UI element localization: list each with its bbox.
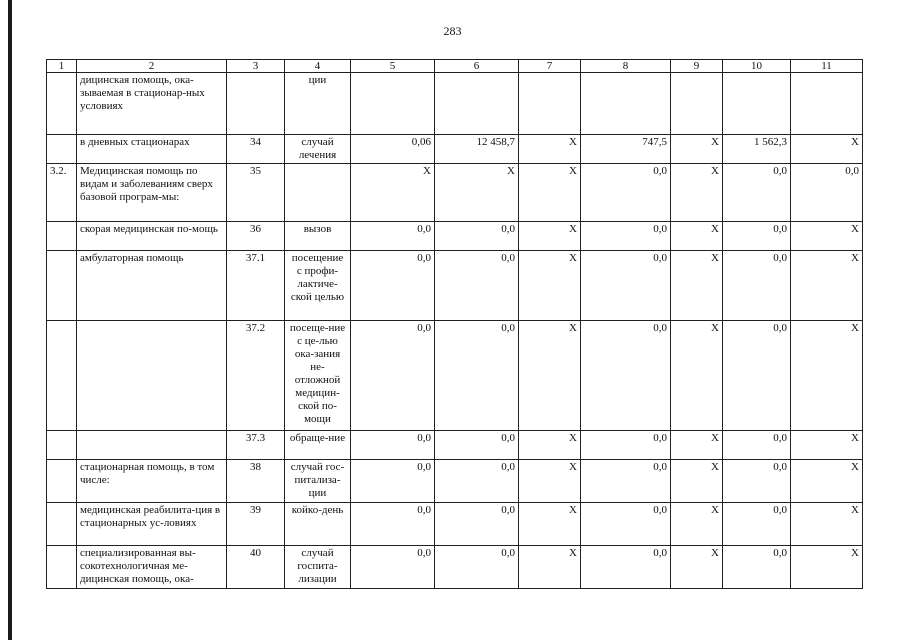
table-cell: 0,0	[581, 164, 671, 222]
table-cell	[47, 431, 77, 460]
table-cell: Х	[791, 431, 863, 460]
table-cell: Х	[519, 251, 581, 321]
table-cell	[77, 431, 227, 460]
table-cell	[723, 73, 791, 135]
table-cell: 0,0	[581, 460, 671, 503]
header-cell: 10	[723, 60, 791, 73]
table-cell: посещение с профи-лактиче-ской целью	[285, 251, 351, 321]
table-cell: 0,0	[435, 546, 519, 589]
table-cell: Медицинская помощь по видам и заболеваниям сверх базовой програм-мы:	[77, 164, 227, 222]
table-cell	[435, 73, 519, 135]
table-cell: Х	[791, 460, 863, 503]
header-cell: 4	[285, 60, 351, 73]
table-cell: Х	[671, 222, 723, 251]
table-cell: Х	[791, 135, 863, 164]
table-cell: посеще-ние с це-лью ока-зания не-отложной медицин-ской по-мощи	[285, 321, 351, 431]
table-row	[47, 164, 863, 222]
scan-edge	[8, 0, 12, 640]
table-cell	[47, 73, 77, 135]
table-cell: 0,0	[581, 503, 671, 546]
table-cell: 0,0	[351, 431, 435, 460]
table-cell: Х	[671, 503, 723, 546]
table-cell: Х	[435, 164, 519, 222]
table-cell: 0,0	[723, 164, 791, 222]
table-cell: 0,0	[435, 431, 519, 460]
table-cell: случай лечения	[285, 135, 351, 164]
table-cell: Х	[671, 460, 723, 503]
table-cell: Х	[791, 321, 863, 431]
table-cell	[791, 73, 863, 135]
table-cell: 0,0	[791, 164, 863, 222]
table-cell: Х	[519, 222, 581, 251]
table-cell	[671, 73, 723, 135]
table-cell: специализированная вы-сокотехнологичная ме-дицинская помощь, ока-	[77, 546, 227, 589]
table-cell: случай гос-питализа-ции	[285, 460, 351, 503]
table-cell: 0,0	[723, 431, 791, 460]
table-cell: вызов	[285, 222, 351, 251]
header-cell: 2	[77, 60, 227, 73]
table-cell: Х	[671, 164, 723, 222]
table-cell: 0,0	[351, 503, 435, 546]
table-cell: Х	[519, 321, 581, 431]
table-cell	[351, 73, 435, 135]
table-cell: обраще-ние	[285, 431, 351, 460]
table-cell: 37.1	[227, 251, 285, 321]
table-cell: Х	[791, 546, 863, 589]
table-row	[47, 460, 863, 503]
table-cell: 1 562,3	[723, 135, 791, 164]
table-row	[47, 135, 863, 164]
table-cell: Х	[671, 251, 723, 321]
table-cell: 0,0	[351, 460, 435, 503]
table-cell: 0,0	[581, 222, 671, 251]
table-cell: скорая медицинская по-мощь	[77, 222, 227, 251]
table-cell: 0,0	[723, 222, 791, 251]
table-cell: Х	[791, 251, 863, 321]
table-cell	[227, 73, 285, 135]
table-cell	[47, 321, 77, 431]
table-cell: 0,0	[351, 222, 435, 251]
table-cell: 12 458,7	[435, 135, 519, 164]
table-cell: 0,0	[435, 321, 519, 431]
header-cell: 3	[227, 60, 285, 73]
table-cell: 37.2	[227, 321, 285, 431]
table-cell: Х	[671, 321, 723, 431]
table-cell	[581, 73, 671, 135]
table-cell: дицинская помощь, ока-зываемая в стационар-ных условиях	[77, 73, 227, 135]
table-cell: 0,0	[435, 460, 519, 503]
data-table	[46, 59, 863, 589]
table-cell: Х	[671, 431, 723, 460]
table-cell	[47, 251, 77, 321]
table-cell: 0,0	[723, 546, 791, 589]
table-row	[47, 251, 863, 321]
table-cell: 0,06	[351, 135, 435, 164]
table-cell	[47, 503, 77, 546]
page-number: 283	[443, 24, 462, 38]
table-cell: Х	[519, 503, 581, 546]
table-cell	[47, 546, 77, 589]
header-cell: 6	[435, 60, 519, 73]
table-cell: 0,0	[351, 251, 435, 321]
header-cell: 9	[671, 60, 723, 73]
table-cell: 0,0	[723, 321, 791, 431]
table-cell: ции	[285, 73, 351, 135]
table-cell: стационарная помощь, в том числе:	[77, 460, 227, 503]
table-cell: 36	[227, 222, 285, 251]
table-cell: случай госпита-лизации	[285, 546, 351, 589]
table-cell: 747,5	[581, 135, 671, 164]
table-cell: Х	[519, 135, 581, 164]
table-cell: Х	[791, 222, 863, 251]
table-cell	[285, 164, 351, 222]
table-cell: 0,0	[435, 222, 519, 251]
table-cell: 37.3	[227, 431, 285, 460]
table-cell: 0,0	[581, 431, 671, 460]
table-cell: 0,0	[435, 251, 519, 321]
table-cell: койко-день	[285, 503, 351, 546]
header-row	[47, 60, 863, 73]
table-cell: 0,0	[581, 321, 671, 431]
header-cell: 5	[351, 60, 435, 73]
table-cell: Х	[519, 546, 581, 589]
table-row	[47, 503, 863, 546]
table-cell	[77, 321, 227, 431]
table-cell: 0,0	[723, 503, 791, 546]
table-cell: 34	[227, 135, 285, 164]
table-cell	[47, 460, 77, 503]
table-row	[47, 321, 863, 431]
table-row	[47, 73, 863, 135]
table-cell: 0,0	[351, 546, 435, 589]
table-cell: Х	[671, 546, 723, 589]
table-cell: Х	[519, 164, 581, 222]
header-cell: 11	[791, 60, 863, 73]
table-cell: Х	[519, 431, 581, 460]
table-cell: 0,0	[723, 251, 791, 321]
table-cell: Х	[791, 503, 863, 546]
table-cell: 38	[227, 460, 285, 503]
header-cell: 8	[581, 60, 671, 73]
table-row	[47, 546, 863, 589]
table-cell: в дневных стационарах	[77, 135, 227, 164]
table-cell: 40	[227, 546, 285, 589]
table-row	[47, 222, 863, 251]
table-cell: 0,0	[581, 546, 671, 589]
table-cell	[519, 73, 581, 135]
table-cell: медицинская реабилита-ция в стационарных ус-ловиях	[77, 503, 227, 546]
table-cell: 0,0	[723, 460, 791, 503]
header-cell: 7	[519, 60, 581, 73]
table-cell	[47, 135, 77, 164]
table-cell	[47, 222, 77, 251]
table-cell: Х	[351, 164, 435, 222]
table-cell: 0,0	[435, 503, 519, 546]
table-cell: 39	[227, 503, 285, 546]
table-cell: амбулаторная помощь	[77, 251, 227, 321]
table-cell: 3.2.	[47, 164, 77, 222]
table-cell: 0,0	[581, 251, 671, 321]
table-cell: Х	[519, 460, 581, 503]
table-cell: 0,0	[351, 321, 435, 431]
header-cell: 1	[47, 60, 77, 73]
table-row	[47, 431, 863, 460]
table-cell: Х	[671, 135, 723, 164]
table-cell: 35	[227, 164, 285, 222]
